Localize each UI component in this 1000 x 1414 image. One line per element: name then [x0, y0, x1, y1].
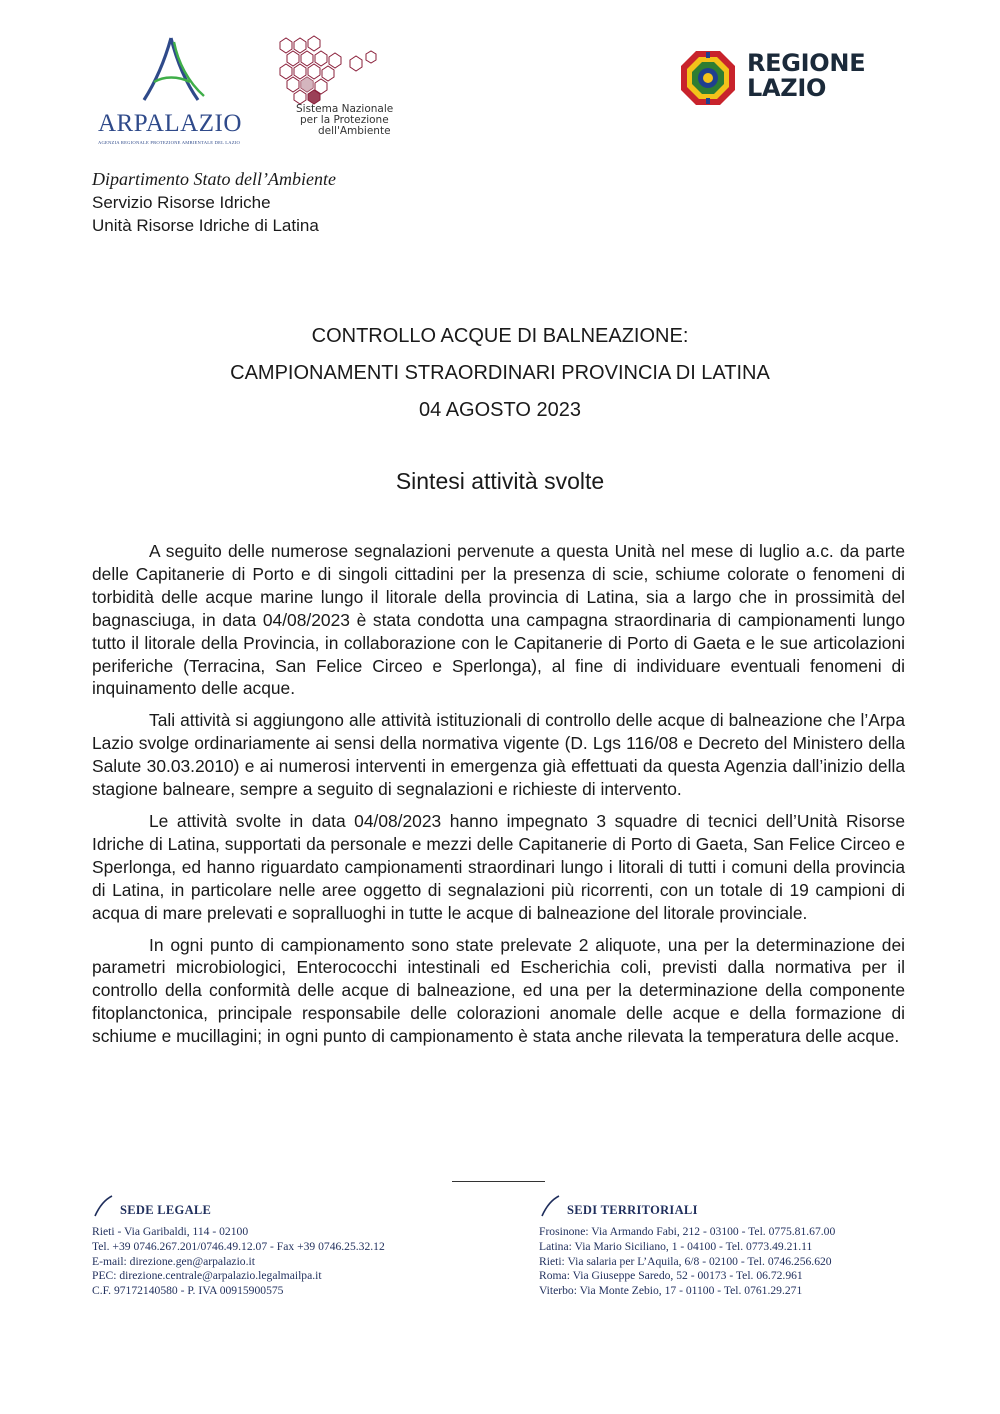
- regione-lazio-wordmark: [747, 51, 865, 101]
- footer-heading: [92, 1195, 452, 1221]
- footer-address-lines: [92, 1225, 452, 1299]
- department-block: [92, 168, 336, 237]
- arpa-subtitle: AGENZIA REGIONALE PROTEZIONE AMBIENTALE DEL LAZIO: [98, 140, 241, 145]
- lazio-line: LAZIO: [747, 74, 827, 102]
- footer-line: Frosinone: Via Armando Fabi, 212 - 03100 - Tel. 0775.81.67.00: [539, 1225, 836, 1238]
- footer-line: Rieti - Via Garibaldi, 114 - 02100: [92, 1225, 249, 1238]
- footer-line: Roma: Via Giuseppe Saredo, 52 - 00173 - Tel. 06.72.961: [539, 1269, 803, 1283]
- snpa-line-1: Sistema Nazionale: [296, 103, 394, 115]
- footer-sedi-territoriali: [539, 1195, 919, 1299]
- snpa-line-2: per la Protezione: [300, 114, 389, 126]
- unit-name: Unità Risorse Idriche di Latina: [92, 216, 319, 235]
- snpa-wordmark: [296, 104, 393, 137]
- footer-address-lines: [539, 1225, 919, 1299]
- paragraph: A seguito delle numerose segnalazioni pervenute a questa Unità nel mese di luglio a.c. da parte delle Capitanerie di Porto e di singoli cittadini per la presenza di scie, schiume colorate o fenomeni di torbidità delle acque marine lungo il litorale della provincia di Latina, sia a largo che in prossimità del bagnasciuga, in data 04/08/2023 è stata condotta una campagna straordinaria di campionamenti lungo tutto il litorale della Provincia, in collaborazione con le Capitanerie di Porto di Gaeta e le sue articolazioni periferiche (Terracina, San Felice Circeo e Sperlonga), al fine di individuare eventuali fenomeni di inquinamento delle acque.: [92, 541, 905, 699]
- footer-line: C.F. 97172140580 - P. IVA 00915900575: [92, 1284, 284, 1298]
- regione-lazio-logo: [680, 50, 880, 108]
- arpalazio-logo: [92, 36, 252, 148]
- paragraph: In ogni punto di campionamento sono state prelevate 2 aliquote, una per la determinazione dei parametri microbiologici, Enterococchi intestinali ed Escherichia coli, previsti dalla normativa per il controllo della conformità delle acque di balneazione, ed una per la determinazione della componente fitoplanctonica, principale responsabile delle colorazioni anomale delle acque e della formazione di schiume e mucillagini; in ogni punto di campionamento è stata anche rilevata la temperatura delle acque.: [92, 934, 905, 1047]
- swoosh-icon: [92, 1195, 114, 1217]
- footer-pec[interactable]: PEC: direzione.centrale@arpalazio.legalmailpa.it: [92, 1269, 322, 1283]
- snpa-hexagon-network-icon: [270, 34, 380, 114]
- footer-line: Latina: Via Mario Siciliano, 1 - 04100 - Tel. 0773.49.21.11: [539, 1239, 813, 1253]
- section-title: Sintesi attività svolte: [395, 468, 605, 494]
- title-line-2: CAMPIONAMENTI STRAORDINARI PROVINCIA DI LATINA: [230, 362, 770, 384]
- footer-line: Rieti: Via salaria per L’Aquila, 6/8 - 02100 - Tel. 0746.256.620: [539, 1254, 832, 1268]
- department-name: Dipartimento Stato dell’Ambiente: [92, 169, 336, 189]
- footer-sede-legale: [92, 1195, 452, 1299]
- snpa-line-3: dell'Ambiente: [318, 125, 391, 137]
- regione-lazio-emblem-icon: [680, 50, 736, 106]
- snpa-logo: [270, 34, 440, 139]
- footer-line: Tel. +39 0746.267.201/0746.49.12.07 - Fax +39 0746.25.32.12: [92, 1239, 385, 1253]
- paragraph: Le attività svolte in data 04/08/2023 hanno impegnato 3 squadre di tecnici dell’Unità Risorse Idriche di Latina, supportati da personale e mezzi delle Capitanerie di Porto di Gaeta, San Felice Circeo e Sperlonga, ed hanno riguardato campionamenti straordinari lungo i litorali di tutti i comuni della provincia di Latina, in particolare nelle aree oggetto di segnalazioni più ricorrenti, con un totale di 19 campioni di acqua di mare prelevati e sopralluoghi in tutte le acque di balneazione del litorale provinciale.: [92, 810, 905, 923]
- service-name: Servizio Risorse Idriche: [92, 193, 271, 212]
- body-text: [92, 540, 905, 1057]
- footer-heading-label: SEDI TERRITORIALI: [567, 1203, 698, 1217]
- document-title: [0, 318, 1000, 429]
- footer-divider: [452, 1181, 545, 1182]
- footer-heading: [539, 1195, 919, 1221]
- footer-line: Viterbo: Via Monte Zebio, 17 - 01100 - Tel. 0761.29.271: [539, 1284, 803, 1298]
- footer-email[interactable]: E-mail: direzione.gen@arpalazio.it: [92, 1254, 255, 1268]
- title-date: 04 AGOSTO 2023: [419, 399, 581, 421]
- paragraph: Tali attività si aggiungono alle attività istituzionali di controllo delle acque di balneazione che l’Arpa Lazio svolge ordinariamente ai sensi della normativa vigente (D. Lgs 116/08 e Decreto del Ministero della Salute 30.03.2010) e ai numerosi interventi in emergenza già effettuati da questa Agenzia dall’inizio della stagione balneare, sempre a seguito di segnalazioni e richieste di intervento.: [92, 710, 905, 800]
- swoosh-icon: [539, 1195, 561, 1217]
- regione-line: REGIONE: [747, 49, 866, 77]
- footer-heading-label: SEDE LEGALE: [120, 1203, 212, 1217]
- arpa-mountain-icon: [136, 36, 206, 104]
- title-line-1: CONTROLLO ACQUE DI BALNEAZIONE:: [311, 325, 689, 347]
- arpa-wordmark: ARPALAZIO: [98, 110, 242, 137]
